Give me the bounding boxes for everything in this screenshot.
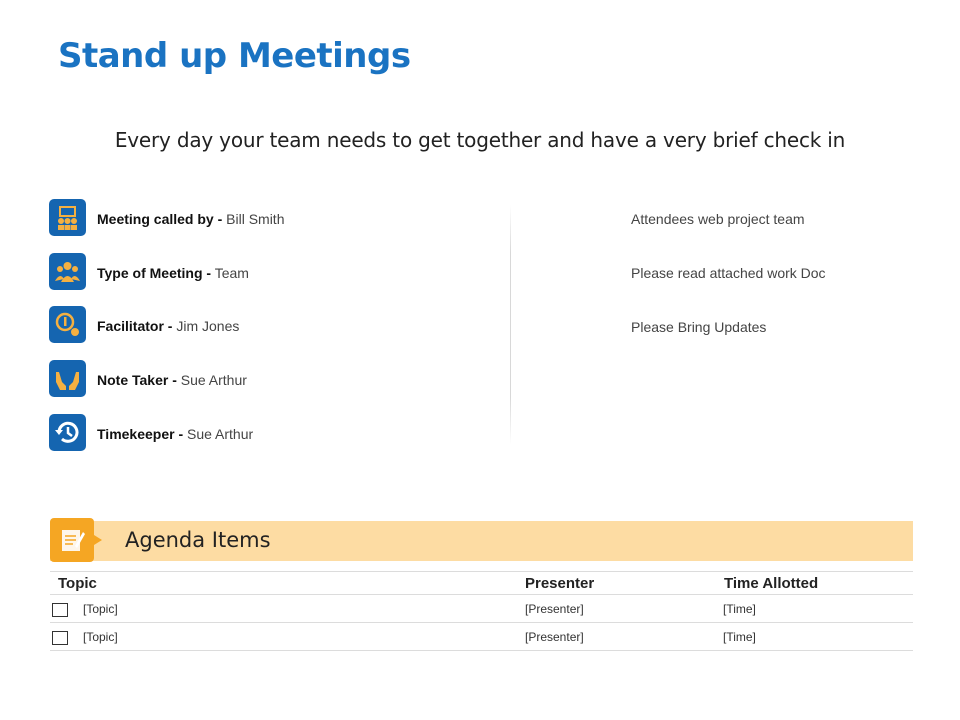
- role-value: Team: [211, 265, 249, 281]
- table-top-border: [50, 571, 913, 572]
- agenda-title: Agenda Items: [125, 528, 271, 552]
- cell-presenter: [Presenter]: [525, 630, 584, 644]
- table-header-border: [50, 594, 913, 595]
- table-bottom-border: [50, 650, 913, 651]
- role-label: Type of Meeting -: [97, 265, 212, 281]
- note-item: Attendees web project team: [631, 211, 805, 227]
- role-facilitator: [49, 306, 469, 344]
- cell-time: [Time]: [723, 630, 756, 644]
- role-value: Sue Arthur: [176, 372, 247, 388]
- cell-presenter: [Presenter]: [525, 602, 584, 616]
- clock-history-icon: [49, 414, 86, 451]
- role-label: Note Taker -: [97, 372, 177, 388]
- column-divider: [510, 205, 511, 445]
- row-divider: [50, 622, 913, 623]
- facilitator-icon: [49, 306, 86, 343]
- role-label: Facilitator -: [97, 318, 173, 334]
- page-subtitle: Every day your team needs to get together and have a very brief check in: [114, 128, 846, 152]
- cell-topic: [Topic]: [83, 602, 118, 616]
- page-title: Stand up Meetings: [58, 36, 411, 76]
- role-value: Sue Arthur: [183, 426, 254, 442]
- meeting-organizer-icon: [49, 199, 86, 236]
- role-label: Timekeeper -: [97, 426, 184, 442]
- role-meeting-called-by: [49, 199, 469, 237]
- row-checkbox[interactable]: [52, 603, 68, 617]
- role-note-taker: [49, 360, 469, 398]
- role-type-of-meeting: [49, 253, 469, 291]
- team-icon: [49, 253, 86, 290]
- column-header-topic: Topic: [58, 575, 97, 592]
- agenda-arrow: [94, 535, 102, 545]
- role-timekeeper: [49, 414, 469, 452]
- cell-topic: [Topic]: [83, 630, 118, 644]
- role-label: Meeting called by -: [97, 211, 223, 227]
- note-item: Please Bring Updates: [631, 319, 767, 335]
- role-value: Bill Smith: [222, 211, 285, 227]
- column-header-presenter: Presenter: [525, 575, 595, 592]
- note-item: Please read attached work Doc: [631, 265, 826, 281]
- role-value: Jim Jones: [172, 318, 240, 334]
- cell-time: [Time]: [723, 602, 756, 616]
- column-header-time: Time Allotted: [724, 575, 819, 592]
- row-checkbox[interactable]: [52, 631, 68, 645]
- notepad-icon: [50, 518, 94, 562]
- hands-icon: [49, 360, 86, 397]
